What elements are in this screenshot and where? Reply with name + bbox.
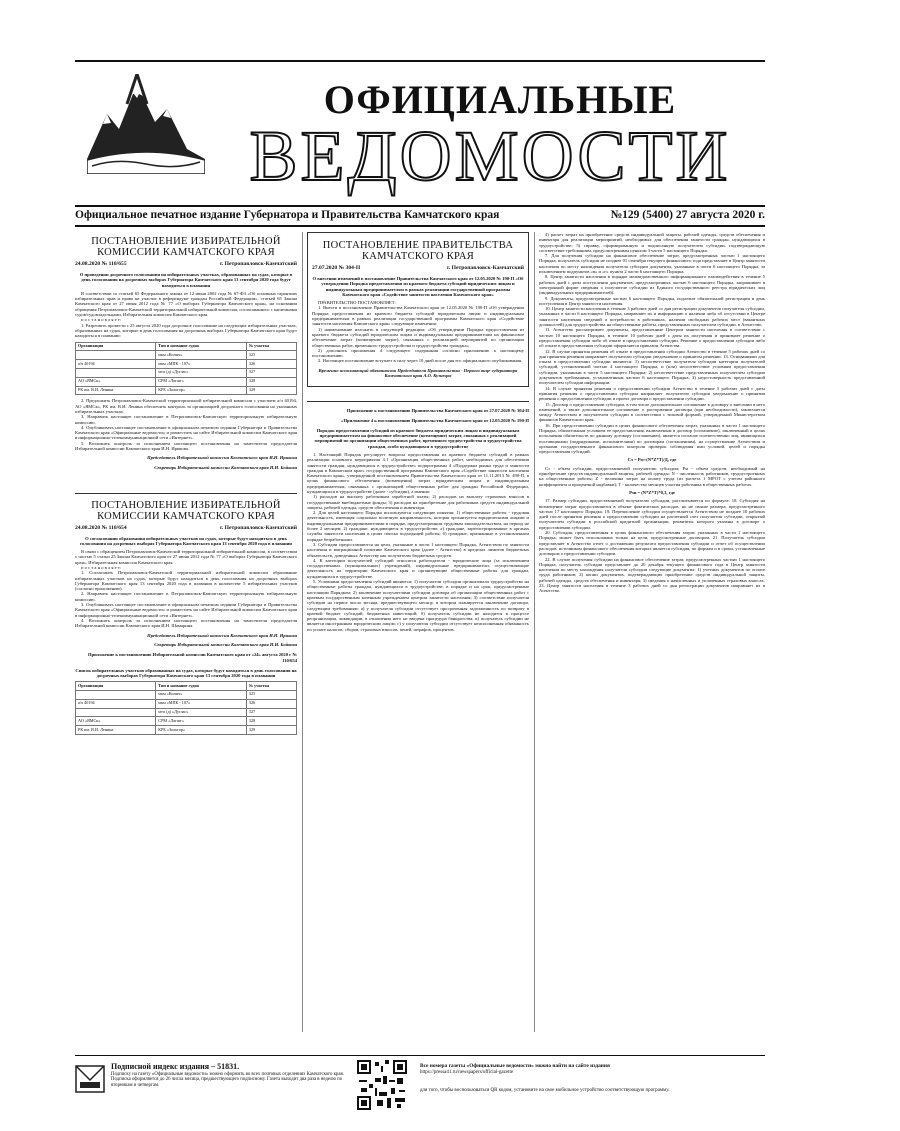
order-paragraph: 1) расходов на выплату работникам заработной платы; 2) расходов на выплату страховых взносов в государственные внебюджетные фонды; 3) расходов на приобретение для работников средств индивидуальной защиты, рабочей одежды, средств обеспечения и инвентаря. xyxy=(307,494,529,510)
order-paragraph: 15. Договор о предоставлении субсидии, в том числе дополнительное соглашение к договору о внесении в него изменений, а также дополнительное соглашение о расторжении договора (при необходимости), заключается между Агентством и получателем субсидии в соответствии с типовой формой, утвержденной Министерством финансов Камчатского края. xyxy=(539,401,765,423)
table-cell: 327 xyxy=(246,708,296,717)
resolution-paragraph: 1. Внести в постановление Правительства Камчатского края от 12.05.2020 № 190-П «Об утверждении Порядка предоставления из краевого бюджета субсидий юридическим лицам и индивидуальным предпринимателям в рамках реализации государственной программы Камчатского края «Содействие занятости населения Камчатского края» следующие изменения: xyxy=(312,305,524,327)
resolution-paragraph: 4. Возложить контроль за исполнением настоящего постановления на заместителя председателя Избирательной комиссии Камчатского края И.Н. Шамарина. xyxy=(75,617,297,629)
order-paragraph: 3. Субсидии предоставляются на цели, указанные в части 1 настоящего Порядка, Агентством по занятости населения и миграционной политике Камчатского края (далее - Агентство) в пределах лимитов бюджетных обязательств, доведенных Агентству как получателю бюджетных средств. xyxy=(307,541,529,558)
table-cell xyxy=(76,351,156,360)
order-paragraph: 22. В случае получения субсидии на финансовое обеспечение затрат, предусмотренных частью 1 настоящего Порядка, получатель субсидии представляет до 20 декабря текущего финансового года в Центр занятости населения по месту нахождения получателя субсидии следующие документы: 1) учетных документов по оплате труда работников; 2) копии документов, подтверждающих приобретение средств индивидуальной защиты, рабочей одежды, средств обеспечения и инвентаря; 3) сведения о начисленных и уплаченных страховых взносах. 23. Центр занятости населения в течение 3 рабочих дней со дня регистрации документов направляет их в Агентство. xyxy=(539,556,765,594)
table-cell: АО «ЯМСк» xyxy=(76,377,156,386)
resolution-paragraph: 1. Согласовать Петропавловск-Камчатской территориальной избирательной комиссии образование избирательных участков на судах, которые будут находиться в день голосования на досрочных выборах Губернатора Камчатского края 13 сентября 2020 года в плавании в количестве 5 избирательных участков (согласно приложению). xyxy=(75,570,297,592)
table-cell: КРБ «Залогор» xyxy=(156,386,247,395)
table-header: № участка xyxy=(246,342,296,351)
table-row xyxy=(76,368,297,377)
order-paragraph: 17. Размер субсидии, предоставляемой получателю субсидии, рассчитывается по формуле. 18. Субсидия на возмещение затрат предоставляется в объеме фактических расходов, но не свыше размера, предусмотренного частью 17 настоящего Порядка. 19. Перечисление субсидии осуществляется Агентством не позднее 10 рабочих дней после принятия решения о предоставлении субсидии на расчетный счет получателя субсидии, открытый получателем субсидии в российской кредитной организации, реквизиты которого указаны в договоре о предоставлении субсидии. xyxy=(539,498,765,530)
issue-number: №129 (5400) 27 августа 2020 г. xyxy=(610,209,765,221)
resolution-dateline xyxy=(312,265,524,272)
masthead-main-word: ВЕДОМОСТИ xyxy=(249,116,731,196)
resolution-paragraph: 4. Опубликовать настоящее постановление в официальном печатном издании Губернатора и Правительства Камчатского края «Официальные ведомости» и разместить на сайте Избирательной комиссии Камчатского края в информационно-телекоммуникационной сети «Интернет». xyxy=(75,424,297,441)
resolution-paragraph: В соответствии со статьей 65 Федерального закона от 12 июня 2002 года № 67-ФЗ «Об основных гарантиях избирательных прав и права на участие в референдуме граждан Российской Федерации», статьей 65 Закона Камчатского края от 27 июня 2012 года № 77 «О выборах Губернатора Камчатского края», на основании обращения Петропавловск-Камчатской территориальной избирательной комиссии, согласованного с капитанами судов/судовладельцами, Избирательная комиссия Камчатского края xyxy=(75,290,297,318)
formula: Сз = Рм×(N*Z*Т)/Д, где xyxy=(627,457,677,463)
resolution-resolves: п о с т а н о в л я е т: xyxy=(81,564,122,570)
order-paragraph: 1. Настоящий Порядок регулирует вопросы предоставления из краевого бюджета субсидий в рамках реализации основного мероприятия 4.1 «Организация общественных работ, необходимых для обеспечения занятости граждан, нуждающихся в трудоустройстве» подпрограммы 4 «Поддержка рынка труда и занятости граждан в Камчатском крае» государственной программы Камчатского края «Содействие занятости населения Камчатского края», утвержденной постановлением Правительства Камчатского края от 11.11.2013 № 490-П, в целях финансового обеспечения (возмещения) затрат юридическим лицам и индивидуальным предпринимателям, связанных с организацией общественных работ для граждан Российской Федерации, нуждающихся в трудоустройстве (далее - субсидии), а именно: xyxy=(307,451,529,494)
resolution-date: 24.08.2020 № 110/654 xyxy=(75,524,127,531)
column-order-continued xyxy=(539,232,765,1032)
polling-stations-table xyxy=(75,342,297,396)
table-cell: мкм «Колыч» xyxy=(156,690,247,699)
qr-hint: для того, чтобы воспользоваться QR кодом, установите на свое мобильное устройство соответствующую программу. xyxy=(420,1087,670,1093)
table-cell: АО «ЯМСк» xyxy=(76,717,156,726)
table-row xyxy=(76,726,297,735)
resolution-paragraph: 2) дополнить приложения 4 следующего содержания согласно приложению к настоящему постановлению. xyxy=(312,347,524,359)
table-row xyxy=(76,386,297,395)
envelope-icon xyxy=(75,1062,105,1096)
table-row xyxy=(76,699,297,708)
qr-code-icon xyxy=(357,1060,407,1110)
order-paragraph: 4) расчет затрат на приобретение средств индивидуальной защиты, рабочей одежды, средств обеспечения и инвентаря для реализации мероприятий, необходимых для обеспечения занятости граждан, нуждающихся в трудоустройстве; 5) справку, сформированную и подписанную получателем субсидии, подтверждающую соответствие требованиям, предусмотренным пунктом 3 части 5 настоящего Порядка. xyxy=(539,232,765,253)
resolution-city: г. Петропавловск-Камчатский xyxy=(219,261,297,267)
website-info xyxy=(420,1064,765,1093)
footer-rule xyxy=(75,1055,765,1056)
signature-chair: Председатель Избирательной комиссии Камчатского края И.Н. Ирикова xyxy=(147,632,297,638)
resolution-resolves: ПРАВИТЕЛЬСТВО ПОСТАНОВЛЯЕТ: xyxy=(318,300,396,306)
table-cell: мкм «МПК - 107» xyxy=(156,360,247,369)
table-header: Организация xyxy=(76,342,156,351)
table-cell: 326 xyxy=(246,360,296,369)
resolution-paragraph: 3. Направить настоящее постановление в Петропавловск-Камчатскую территориальную избирательную комиссию. xyxy=(75,414,297,425)
resolution-resolves: п о с т а н о в л я е т: xyxy=(81,317,122,323)
table-header: № участка xyxy=(246,682,296,691)
resolution-city: г. Петропавловск-Камчатский xyxy=(446,265,524,271)
resolution-paragraph: 1) наименование изложить в следующей редакции: «Об утверждении Порядка предоставления из краевого бюджета субсидий юридическим лицам и индивидуальным предпринимателям на финансовое обеспечение затрат (возмещение затрат), связанных с реализацией мероприятий по организации общественных работ, временного трудоустройства и трудоустройства граждан»; xyxy=(312,326,524,348)
resolution-title: ПОСТАНОВЛЕНИЕ ПРАВИТЕЛЬСТВА КАМЧАТСКОГО КРАЯ xyxy=(322,240,514,262)
masthead-rule xyxy=(75,205,765,207)
subscription-text-block xyxy=(111,1062,351,1110)
table-cell: 329 xyxy=(246,726,296,735)
column-election-resolutions xyxy=(75,232,297,1027)
order-paragraph: 16. При предоставлении субсидии в целях финансового обеспечения затрат, указанных в части 1 настоящего Порядка, обязательным условием ее предоставления, включаемым в договор (соглашение), заключенный в целях исполнения обязательств по данному договору (соглашению), является согласие соответственно лиц, являющихся поставщиками (подрядчиками, исполнителями) по договорам (соглашениям), на осуществление Агентством и органами государственного финансового контроля проверок соблюдения ими условий, целей и порядка предоставления субсидий. xyxy=(539,422,765,455)
table-cell: РК им. В.И. Ленина xyxy=(76,726,156,735)
table-cell: СРМ «Лагшт» xyxy=(156,377,247,386)
order-paragraph: 12. В случае принятия решения об отказе в предоставлении субсидии Агентство в течение 5 рабочих дней со дня принятия решения направляет получателю субсидии уведомление о принятом решении. 13. Основаниями для отказа в предоставлении субсидии являются: 1) несоответствие получателя субсидии категории получателей субсидий, установленной частью 4 настоящего Порядка, и (или) несоответствие условиям предоставления субсидии, указанным в части 5 настоящего Порядка; 2) несоответствие представленных получателем субсидии документов требованиям, установленным частью 6 настоящего Порядка; 3) недостоверность представленной получателем субсидии информации. xyxy=(539,348,765,386)
table-cell: 325 xyxy=(246,690,296,699)
kamchatka-emblem-icon xyxy=(87,74,205,174)
column-government-resolution xyxy=(307,232,529,1032)
order-paragraph: 8. Центр занятости населения в порядке межведомственного информационного взаимодействия в течение 5 рабочих дней с даты поступления документов, предусмотренных частью 6 настоящего Порядка, запрашивает в электронной форме сведения о получателе субсидии из Единого государственного реестра юридических лиц (индивидуальных предпринимателей). xyxy=(539,274,765,296)
table-cell: а/ч 40194 xyxy=(76,360,156,369)
order-paragraph: 5. Условиями предоставления субсидий являются: 1) получатели субсидии организовали трудоустройство на общественные работы граждан, нуждающихся в трудоустройстве, в порядке и на срок, предусмотренные настоящим Порядком; 2) заключение получателями субсидии договора об организации общественных работ с краевым государственным казенным учреждением центром занятости населения; 3) соответствие получателя субсидии на первое число месяца, предшествующего месяцу, в котором планируется заключение договора, следующим требованиям: а) у получателя субсидии отсутствует просроченная задолженность по возврату в краевой бюджет субсидий, бюджетных инвестиций; б) получатель субсидии не находится в процессе реорганизации, ликвидации, в отношении него не введена процедура банкротства; в) получатель субсидии не является иностранным юридическим лицом; г) у получателя субсидии отсутствует неисполненная обязанность по уплате налогов, сборов, страховых взносов, пеней, штрафов, процентов. xyxy=(307,579,529,632)
resolution-paragraph: 3. Опубликовать настоящее постановление в официальном печатном издании Губернатора и Правительства Камчатского края «Официальные ведомости» и разместить на сайте Избирательной комиссии Камчатского края в информационно-телекоммуникационной сети «Интернет». xyxy=(75,602,297,618)
table-cell: 325 xyxy=(246,351,296,360)
table-cell: 327 xyxy=(246,368,296,377)
table-cell xyxy=(76,368,156,377)
table-header: Тип и название судна xyxy=(156,682,247,691)
resolution-dateline xyxy=(75,525,297,532)
table-header: Тип и название судна xyxy=(156,342,247,351)
resolution-paragraph: 1. Разрешить провести с 25 августа 2020 года досрочное голосование на следующих избирательных участках, образованных на судах, которые в день голосования на досрочных выборах Губернатора Камчатского края будут находиться в плавании: xyxy=(75,322,297,339)
resolution-title: ПОСТАНОВЛЕНИЕ ИЗБИРАТЕЛЬНОЙ КОМИССИИ КАМЧАТСКОГО КРАЯ xyxy=(91,499,281,522)
top-rule xyxy=(75,60,765,62)
resolution-paragraph: В связи с обращением Петропавловск-Камчатской территориальной избирательной комиссии, в соответствии с частью 5 статьи 25 Закона Камчатского края от 27 июня 2012 года № 77 «О выборах Губернатора Камчатского края», Избирательная комиссия Камчатского края xyxy=(75,549,297,565)
resolution-city: г. Петропавловск-Камчатский xyxy=(219,524,297,531)
appendix-note: Приложение к постановлению Избирательной комиссии Камчатского края от «24» августа 2020 г № 110/654 xyxy=(88,652,297,663)
subscription-info xyxy=(75,1062,405,1110)
resolution-date: 27.07.2020 № 304-П xyxy=(312,265,361,271)
section-divider xyxy=(75,493,297,494)
table-cell: мкм «МПК - 107» xyxy=(156,699,247,708)
table-row xyxy=(76,351,297,360)
resolution-subject: О внесении изменений в постановление Правительства Камчатского края от 12.05.2020 № 190-П «Об утверждении Порядка предоставления из краевого бюджета субсидий юридическим лицам и индивидуальным предпринимателям в рамках реализации государственной программы Камчатского края «Содействие занятости населения Камчатского края» xyxy=(312,276,524,297)
signature-secretary: Секретарь Избирательной комиссии Камчатского края Н.И. Бойкова xyxy=(154,465,297,471)
annex-note: Приложение к постановлению Правительства Камчатского края от 27.07.2020 № 304-П xyxy=(346,407,529,413)
resolution-paragraph: 2. Предложить Петропавловск-Камчатской территориальной избирательной комиссии с участием а/ч 40194, АО «ЯМСк», РК им. В.И. Ленина обеспечить контроль за организацией досрочного голосования на указанных избирательных участках. xyxy=(75,398,297,414)
table-header: Организация xyxy=(76,682,156,691)
subscription-description: Подписку на газету «Официальные ведомости» можно оформить во всех почтовых отделениях Камчатского края. Подписка оформляется до 26 числа месяца, предшествующего подписному. Газета выходит два раза в неделю по вторникам и четвергам. xyxy=(111,1072,344,1088)
table-row xyxy=(76,717,297,726)
order-paragraph: 7. Для получения субсидии на финансовое обеспечение затрат, предусмотренных частью 1 настоящего Порядка, получатель субсидии не позднее 01 сентября текущего финансового года представляет в Центр занятости населения по месту нахождения получателя субсидии документы, указанные в части 6 настоящего Порядка, за исключением подпунктов «в» и «г» пункта 2 части 6 настоящего Порядка. xyxy=(539,253,765,275)
table-cell: мтп (д) «Дуглас» xyxy=(156,708,247,717)
resolution-paragraph: 5. Возложить контроль за исполнением настоящего постановления на заместителя председателя Избирательной комиссии Камчатского края И.Н. Ирикова. xyxy=(75,440,297,452)
publication-subtitle: Официальное печатное издание Губернатора и Правительства Камчатского края xyxy=(75,209,500,221)
order-title: Порядок предоставления субсидий из краевого бюджета юридическим лицам и индивидуальным предпринимателям на финансовое обеспечение (возмещение) затрат, связанных с реализацией мероприятий по организации общественных работ, временного трудоустройства и трудоустройства граждан, особо нуждающихся в трудоустройстве xyxy=(314,427,522,449)
order-paragraph: Сз - объем субсидии, предоставляемой получателю субсидии; Рм - объем средств, необходимый на приобретение средств индивидуальной защиты, рабочей одежды; N - численность работников, трудоустроенных на общественные работы; Z - величина затрат на оплату труда (из расчета 1 МРОТ с учетом районного коэффициента и процентной надбавки); Т - количество месяцев участия работника в общественных работах. xyxy=(539,465,765,487)
order-paragraph: 11. Агентство рассматривает документы, представленные Центром занятости населения в соответствии с частью 10 настоящего Порядка, в течение 10 рабочих дней с даты их получения и принимает решение о предоставлении субсидии либо об отказе в предоставлении субсидии. Решение о предоставлении субсидии либо об отказе в предоставлении субсидии оформляется приказом Агентства. xyxy=(539,327,765,349)
masthead-top-word: ОФИЦИАЛЬНЫЕ xyxy=(323,77,677,122)
order-paragraph: 2. Для целей настоящего Порядка используются следующие понятия: 1) общественные работы - трудовая деятельность, имеющая социально полезную направленность, которая организуется юридическими лицами и индивидуальными предпринимателями в порядке, предусмотренном трудовым законодательством, на период не более 2 месяцев; 2) граждане, нуждающиеся в трудоустройстве: а) граждане, зарегистрированные в органах службы занятости населения в целях поиска подходящей работы; б) граждане, признанные в установленном порядке безработными. xyxy=(307,510,529,542)
section-divider xyxy=(307,401,529,402)
table-row xyxy=(76,360,297,369)
resolution-subject: О проведении досрочного голосования на избирательных участках, образованных на судах, которые в день голосования на досрочных выборах Губернатора Камчатского края 13 сентября 2020 года будут находиться в плавании xyxy=(79,272,293,288)
resolution-title: ПОСТАНОВЛЕНИЕ ИЗБИРАТЕЛЬНОЙ КОМИССИИ КАМЧАТСКОГО КРАЯ xyxy=(91,236,281,258)
signature-chair: Председатель Избирательной комиссии Камчатского края И.Н. Ирикова xyxy=(147,455,297,461)
order-paragraph: 20. Субсидия, предоставленная в целях финансового обеспечения затрат, указанных в части 1 настоящего Порядка, может быть использована только на цели, предусмотренные договором. 21. Получатель субсидии представляет в Агентство отчет о достижении результата предоставления субсидии и отчет об осуществлении расходов, источником финансового обеспечения которых является субсидия, по формам и в сроки, установленные договором о предоставлении субсидии. xyxy=(539,530,765,557)
resolution-box xyxy=(307,232,529,387)
table-cell xyxy=(76,690,156,699)
formula: Рзп = (N*Z*Т)*0,3, где xyxy=(629,489,675,495)
resolution-paragraph: 2. Настоящее постановление вступает в силу через 10 дней после дня его официального опубликования. xyxy=(318,358,523,364)
table-row xyxy=(76,708,297,717)
table-cell xyxy=(76,708,156,717)
table-cell: 326 xyxy=(246,699,296,708)
order-paragraph: 14. В случае принятия решения о предоставлении субсидии Агентство в течение 5 рабочих дней с даты принятия решения о предоставлении субсидии направляет получателю субсидии уведомление о принятии решения о предоставлении субсидии и проект договора о предоставлении субсидии. xyxy=(539,385,765,402)
table-cell: РК им. В.И. Ленина xyxy=(76,386,156,395)
table-cell: 328 xyxy=(246,717,296,726)
website-title: Все номера газеты «Официальные ведомости» можно найти на сайте издания xyxy=(420,1063,610,1069)
resolution-date: 24.08.2020 № 110/655 xyxy=(75,261,127,267)
table-cell: КРБ «Залогор» xyxy=(156,726,247,735)
order-paragraph: 9. Документы, предусмотренные частью 6 настоящего Порядка, подлежат обязательной регистрации в день поступления в Центр занятости населения. xyxy=(539,295,765,306)
column-divider xyxy=(534,232,535,1032)
table-cell: СРМ «Лагшт» xyxy=(156,717,247,726)
newspaper-page xyxy=(75,60,765,1093)
signature-secretary: Секретарь Избирательной комиссии Камчатского края Н.И. Бойкова xyxy=(154,642,297,648)
website-url[interactable]: https://pressa41.ru/newspapers/official-gazette xyxy=(420,1069,514,1075)
column-divider xyxy=(302,232,303,1032)
subtitle-rule xyxy=(75,225,765,227)
signature-governor: Временно исполняющий обязанности Председателя Правительства - Первого вице-губернатора Камчатского края А.О. Кузнецов xyxy=(318,367,518,379)
table-cell: а/ч 40194 xyxy=(76,699,156,708)
resolution-subject: О согласовании образования избирательных участков на судах, которые будут находиться в день голосования на досрочных выборах Губернатора Камчатского края 13 сентября 2020 года в плавании xyxy=(80,535,292,546)
table-row xyxy=(76,377,297,386)
order-paragraph: 10. Центр занятости населения в течение 3 рабочих дней со дня регистрации документов получателя субсидии, указанных в части 6 настоящего Порядка, направляет их и информацию о наличии либо об отсутствии в Центре занятости населения сведений о потребности в работниках, наличии свободных рабочих мест (вакантных должностей) для трудоустройства на общественные работы, представленных получателем субсидии, в Агентство. xyxy=(539,306,765,328)
resolution-dateline xyxy=(75,261,297,268)
table-row xyxy=(76,690,297,699)
resolution-paragraph: 2. Направить настоящее постановление в Петропавловск-Камчатскую территориальную избирательную комиссию. xyxy=(75,591,297,602)
annex-note: «Приложение 4 к постановлению Правительства Камчатского края от 12.05.2020 № 190-П xyxy=(341,417,529,423)
polling-stations-table xyxy=(75,681,297,735)
table-cell: 329 xyxy=(246,386,296,395)
order-paragraph: 4. К категории получателей субсидий относятся работодатели - юридические лица (за исключением государственных (муниципальных) учреждений), индивидуальные предприниматели, осуществляющие деятельность на территории Камчатского края и организующие общественные работы для граждан, нуждающихся в трудоустройстве. xyxy=(307,557,529,579)
appendix-title: Список избирательных участков образованных на судах, которые будут находиться в день голосования на досрочных выборах Губернатора Камчатского края 13 сентября 2020 года в плавании xyxy=(75,667,297,678)
table-cell: мтп (д) «Дуглас» xyxy=(156,368,247,377)
table-cell: 328 xyxy=(246,377,296,386)
table-cell: мкм «Колыч» xyxy=(156,351,247,360)
subscription-index: Подписной индекс издания – 51831. xyxy=(111,1062,240,1071)
